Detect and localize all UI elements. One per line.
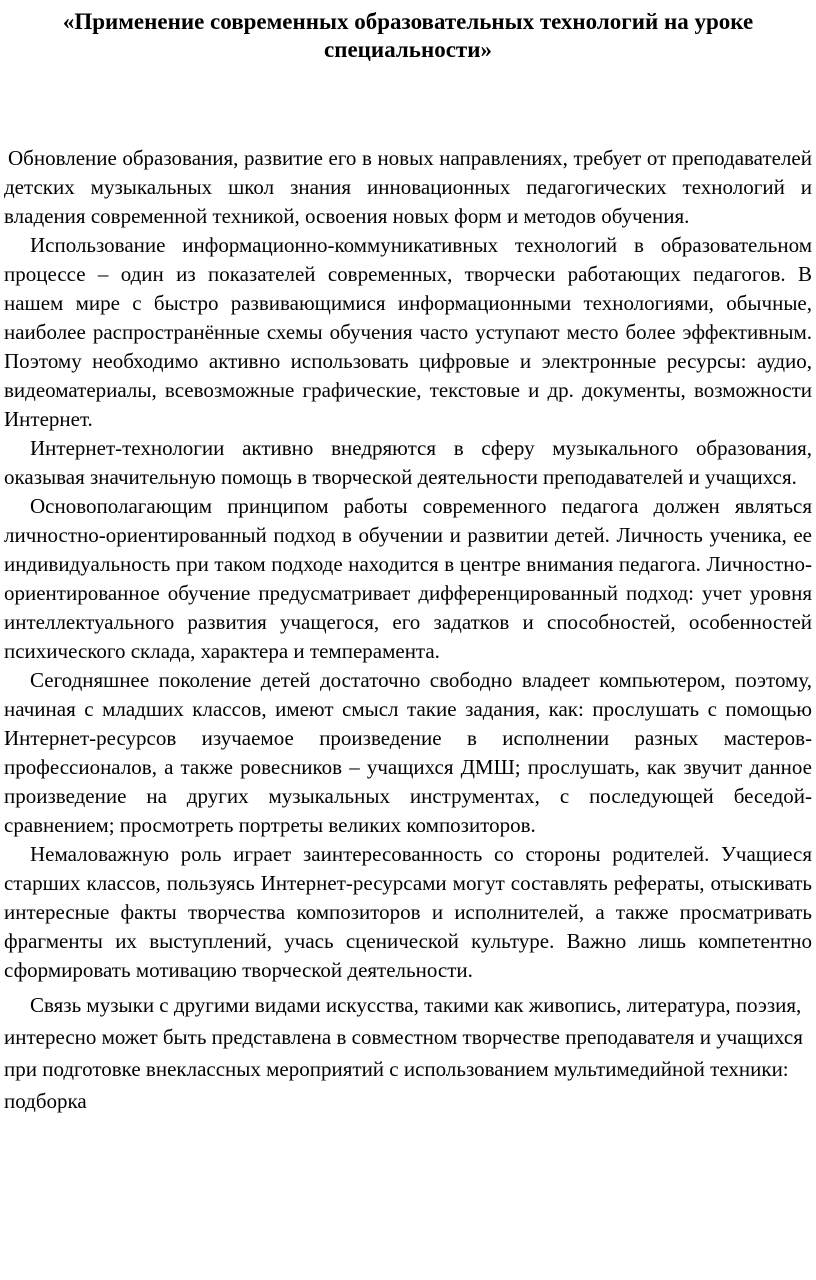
paragraph: Интернет-технологии активно внедряются в сферу музыкального образования, оказывая значительную помощь в творческой деятельности преподавателей и учащихся. (4, 436, 812, 489)
paragraph: Обновление образования, развитие его в новых направлениях, требует от преподавателей детских музыкальных школ знания инновационных педагогических технологий и владения современной техникой, освоения новых форм и методов обучения. (4, 146, 812, 228)
paragraph: Связь музыки с другими видами искусства, такими как живопись, литература, поэзия, интересно может быть представлена в совместном творчестве преподавателя и учащихся при подготовке внеклассных мероприятий с использованием мультимедийной техники: подборка (4, 993, 803, 1113)
paragraph: Использование информационно-коммуникативных технологий в образовательном процессе – один из показателей современных, творчески работающих педагогов. В нашем мире с быстро развивающимися информационными технологиями, обычные, наиболее распространённые схемы обучения часто уступают место более эффективным. Поэтому необходимо активно использовать цифровые и электронные ресурсы: аудио, видеоматериалы, всевозможные графические, текстовые и др. документы, возможности Интернет. (4, 233, 812, 431)
document-title: «Применение современных образовательных технологий на уроке специальности» (62, 9, 754, 62)
title-spacer (4, 64, 812, 144)
paragraph: Немаловажную роль играет заинтересованность со стороны родителей. Учащиеся старших классов, пользуясь Интернет-ресурсами могут составлять рефераты, отыскивать интересные факты творчества композиторов и исполнителей, а также просматривать фрагменты их выступлений, учась сценической культуре. Важно лишь компетентно сформировать мотивацию творческой деятельности. (4, 842, 812, 982)
paragraph: Основополагающим принципом работы современного педагога должен являться личностно-ориентированный подход в обучении и развитии детей. Личность ученика, ее индивидуальность при таком подходе находится в центре внимания педагога. Личностно-ориентированное обучение предусматривает дифференцированный подход: учет уровня интеллектуального развития учащегося, его задатков и способностей, особенностей психического склада, характера и темперамента. (4, 494, 812, 663)
paragraph: Сегодняшнее поколение детей достаточно свободно владеет компьютером, поэтому, начиная с младших классов, имеют смысл такие задания, как: прослушать с помощью Интернет-ресурсов изучаемое произведение в исполнении разных мастеров-профессионалов, а также ровесников – учащихся ДМШ; прослушать, как звучит данное произведение на других музыкальных инструментах, с последующей беседой-сравнением; просмотреть портреты великих композиторов. (4, 668, 812, 837)
document-body (4, 144, 812, 1117)
